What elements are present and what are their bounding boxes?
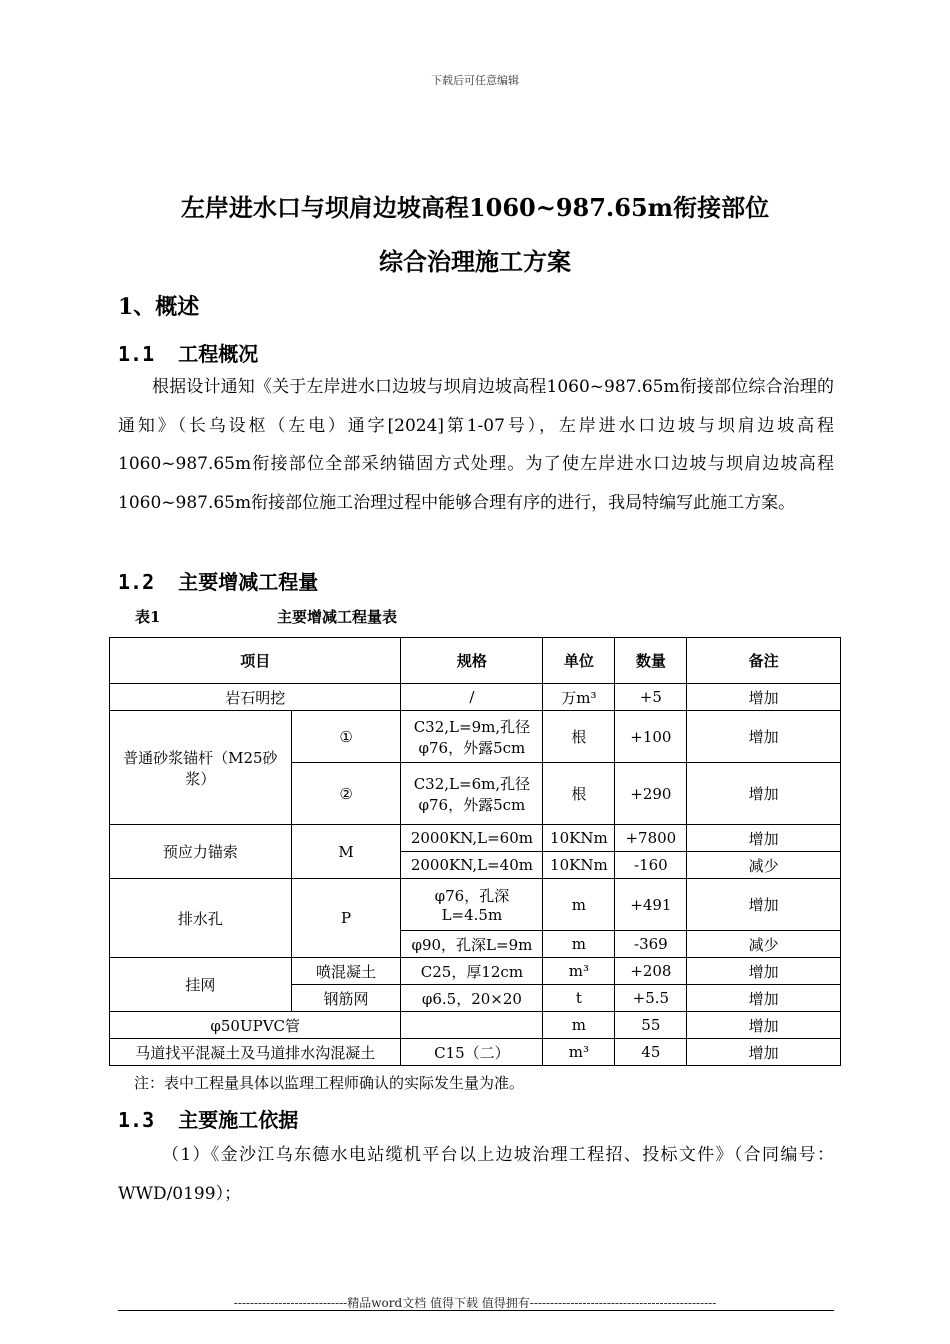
cell: +5 [615,684,687,711]
header-note: 下载后可任意编辑 [431,74,519,87]
cell: 增加 [687,711,841,763]
cell: 增加 [687,684,841,711]
cell: φ6.5，20×20 [401,985,543,1012]
cell: C32,L=6m,孔径φ76，外露5cm [401,763,543,825]
cell: 10KNm [543,825,615,852]
cell: 减少 [687,931,841,958]
header-cell: 数量 [615,638,687,684]
document-title: 左岸进水口与坝肩边坡高程1060~987.65m衔接部位 [180,193,770,222]
table-row [110,684,841,711]
section-heading-1: 1、概述 [118,294,200,320]
cell: 喷混凝土 [291,958,401,985]
table-note: 注：表中工程量具体以监理工程师确认的实际发生量为准。 [134,1074,525,1092]
cell: 2000KN,L=60m [401,825,543,852]
cell: 挂网 [110,958,292,1012]
table-row [110,958,841,985]
section-number: 1.3 [118,1108,155,1132]
cell: 预应力锚索 [110,825,292,879]
cell: 增加 [687,825,841,852]
cell: 根 [543,763,615,825]
header-cell: 单位 [543,638,615,684]
section-heading-1-1 [118,338,258,367]
section-heading-1-2 [118,566,318,595]
cell: C32,L=9m,孔径φ76，外露5cm [401,711,543,763]
cell: m [543,1012,615,1039]
table-header-row [110,638,841,684]
section-title: 主要增减工程量 [178,570,319,594]
cell: m³ [543,958,615,985]
cell: +7800 [615,825,687,852]
cell: 10KNm [543,852,615,879]
cell: 增加 [687,1012,841,1039]
cell: 马道找平混凝土及马道排水沟混凝土 [110,1039,401,1066]
cell: -160 [615,852,687,879]
section-number: 1.2 [118,570,155,594]
header-cell: 规格 [401,638,543,684]
cell: / [401,684,543,711]
cell: M [291,825,401,879]
footer-divider [118,1310,834,1311]
section-title: 工程概况 [178,342,259,366]
cell: φ90，孔深L=9m [401,931,543,958]
cell: +290 [615,763,687,825]
cell: ① [291,711,401,763]
basis-paragraph: （1）《金沙江乌东德水电站缆机平台以上边坡治理工程招、投标文件》（合同编号：WWD/0199）； [118,1145,834,1204]
cell: 万m³ [543,684,615,711]
cell: P [291,879,401,958]
table-caption [135,606,397,627]
cell: 45 [615,1039,687,1066]
header-cell: 项目 [110,638,401,684]
document-subtitle: 综合治理施工方案 [379,247,571,276]
quantity-table [109,637,841,1066]
cell: φ76，孔深L=4.5m [401,879,543,931]
overview-paragraph: 根据设计通知《关于左岸进水口边坡与坝肩边坡高程1060~987.65m衔接部位综合治理的通知》（长乌设枢（左电）通字[2024]第1-07号），左岸进水口边坡与坝肩边坡高程1060~987.65m衔接部位全部采纳锚固方式处理。为了使左岸进水口边坡与坝肩边坡高程1060~987.65m衔接部位施工治理过程中能够合理有序的进行，我局特编写此施工方案。 [118,377,834,513]
cell: +491 [615,879,687,931]
cell: 根 [543,711,615,763]
cell: 减少 [687,852,841,879]
cell: 增加 [687,985,841,1012]
cell: +5.5 [615,985,687,1012]
cell: 55 [615,1012,687,1039]
table-row [110,1039,841,1066]
table-row [110,879,841,931]
cell: 2000KN,L=40m [401,852,543,879]
cell: 排水孔 [110,879,292,958]
table-row [110,825,841,852]
cell: φ50UPVC管 [110,1012,401,1039]
cell: +208 [615,958,687,985]
cell: 增加 [687,763,841,825]
table-row [110,711,841,763]
table-label: 表1 [135,608,161,626]
table-row [110,1012,841,1039]
cell: 普通砂浆锚杆（M25砂浆） [110,711,292,825]
footer-text: ----------------------------精品word文档 值得下载 值得拥有---------------------------------------------- [233,1296,717,1310]
section-heading-1-3 [118,1104,298,1133]
table-title: 主要增减工程量表 [277,608,398,626]
cell: ② [291,763,401,825]
section-title: 主要施工依据 [178,1108,299,1132]
cell: 增加 [687,879,841,931]
cell: 增加 [687,958,841,985]
section-number: 1.1 [118,342,155,366]
cell: 岩石明挖 [110,684,401,711]
cell: m [543,879,615,931]
cell: m³ [543,1039,615,1066]
cell: m [543,931,615,958]
header-cell: 备注 [687,638,841,684]
cell [401,1012,543,1039]
cell: +100 [615,711,687,763]
cell: -369 [615,931,687,958]
cell: t [543,985,615,1012]
cell: 钢筋网 [291,985,401,1012]
cell: 增加 [687,1039,841,1066]
cell: C15（二） [401,1039,543,1066]
cell: C25，厚12cm [401,958,543,985]
